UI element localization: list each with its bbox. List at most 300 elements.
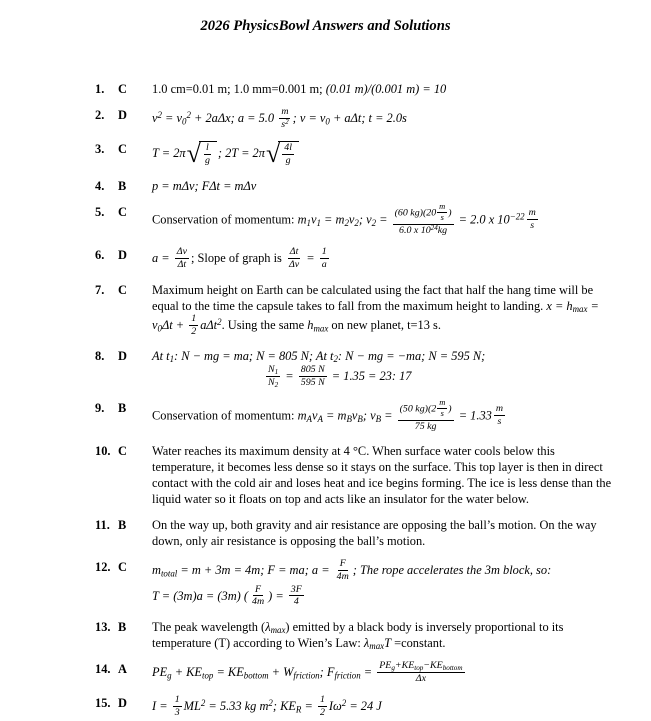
text-run: 6.0 x 10 bbox=[399, 224, 431, 236]
fraction bbox=[437, 398, 447, 419]
text-run: a bbox=[321, 259, 327, 271]
subscript: 0 bbox=[325, 116, 330, 127]
fraction-denominator bbox=[189, 326, 198, 338]
text-run: 595 N bbox=[300, 376, 325, 388]
text-run: s bbox=[281, 118, 286, 130]
text-run: g bbox=[204, 155, 210, 167]
item-number: 15. bbox=[95, 696, 111, 711]
text-run: 75 kg bbox=[414, 420, 437, 432]
text-run: s bbox=[440, 407, 444, 418]
text-run: −KE bbox=[423, 660, 443, 672]
square-root bbox=[265, 138, 299, 168]
superscript: 2 bbox=[200, 698, 206, 709]
text-run: 4m bbox=[252, 596, 265, 608]
answer-letter: B bbox=[118, 400, 127, 415]
solution-line bbox=[152, 247, 620, 271]
fraction bbox=[279, 106, 290, 130]
answer-item bbox=[95, 443, 620, 508]
solution bbox=[152, 178, 620, 195]
fraction bbox=[318, 694, 327, 718]
item-number: 14. bbox=[95, 662, 111, 677]
text-run: The peak wavelength ( bbox=[152, 620, 266, 635]
fraction bbox=[173, 694, 182, 718]
item-number: 7. bbox=[95, 282, 105, 297]
subscript: max bbox=[572, 304, 588, 315]
subscript: A bbox=[306, 413, 312, 424]
subscript: max bbox=[369, 641, 385, 652]
text-run: (60 kg)(20 bbox=[394, 207, 437, 219]
fraction bbox=[320, 246, 329, 270]
text-run: + aΔt; t = 2.0s bbox=[329, 111, 407, 126]
fraction-numerator bbox=[282, 142, 294, 155]
superscript: 2 bbox=[285, 117, 289, 126]
text-run: 4l bbox=[284, 142, 292, 154]
text-run: 1 bbox=[191, 312, 197, 324]
text-run: = bbox=[381, 408, 396, 423]
solution-line bbox=[152, 396, 620, 434]
answer-item bbox=[95, 107, 620, 132]
subscript: bottom bbox=[243, 670, 269, 681]
subscript: friction bbox=[293, 670, 320, 681]
answer-letter: B bbox=[118, 178, 127, 193]
fraction-numerator bbox=[377, 660, 464, 673]
superscript: 2 bbox=[186, 110, 191, 121]
solution-line bbox=[152, 282, 620, 338]
text-run: PE bbox=[152, 665, 168, 680]
subscript: R bbox=[295, 704, 302, 715]
fraction bbox=[203, 142, 212, 166]
text-run: λ bbox=[363, 636, 370, 651]
subscript: 1 bbox=[306, 217, 311, 228]
answer-letter: C bbox=[118, 142, 127, 157]
text-run: I = bbox=[152, 699, 171, 714]
subscript: 0 bbox=[182, 116, 187, 127]
solution bbox=[152, 695, 620, 720]
text-run: + KE bbox=[171, 665, 202, 680]
solution bbox=[152, 247, 620, 272]
solution bbox=[152, 138, 620, 168]
answer-item bbox=[95, 138, 620, 168]
item-number: 8. bbox=[95, 349, 105, 364]
text-run: T bbox=[384, 636, 392, 651]
text-run: Δv bbox=[176, 246, 187, 258]
text-run: m bbox=[297, 408, 307, 423]
solution-line bbox=[152, 81, 620, 97]
item-number: 3. bbox=[95, 142, 105, 157]
fraction bbox=[250, 584, 266, 608]
text-run: ; 2T = 2π bbox=[217, 146, 265, 161]
text-run: ) bbox=[448, 207, 452, 219]
fraction-numerator bbox=[189, 313, 198, 326]
text-run: = v bbox=[152, 298, 599, 332]
solution bbox=[152, 517, 620, 550]
text-run: ; The rope accelerates the 3m block, so: bbox=[352, 563, 552, 578]
text-run: + 2aΔx; a = 5.0 bbox=[190, 111, 278, 126]
solution-line bbox=[152, 695, 620, 719]
fraction-numerator bbox=[288, 246, 301, 259]
text-run: Maximum height on Earth can be calculated using the fact that half the hang time will be equal to the time the capsule takes to fall from the maximum height to landing. bbox=[152, 282, 594, 313]
fraction-numerator bbox=[266, 364, 280, 377]
item-number: 5. bbox=[95, 204, 105, 219]
solution-line bbox=[152, 138, 620, 168]
fraction-numerator bbox=[318, 694, 327, 707]
answer-item bbox=[95, 661, 620, 686]
text-run: v bbox=[351, 408, 358, 423]
fraction-denominator bbox=[397, 225, 449, 237]
text-run: ; KE bbox=[272, 699, 296, 714]
answer-letter: D bbox=[118, 108, 127, 122]
fraction-numerator bbox=[393, 200, 454, 225]
answer-letter: C bbox=[118, 444, 127, 459]
text-run: Δv bbox=[288, 259, 300, 271]
superscript: −22 bbox=[509, 211, 525, 222]
solution-line bbox=[152, 365, 620, 389]
subscript: top bbox=[414, 663, 424, 672]
fraction bbox=[266, 364, 280, 388]
solution bbox=[152, 396, 620, 435]
text-run: aΔt bbox=[200, 317, 218, 332]
fraction-denominator bbox=[173, 707, 182, 719]
fraction-denominator bbox=[496, 416, 504, 428]
subscript: g bbox=[167, 670, 172, 681]
answer-item bbox=[95, 695, 620, 720]
answer-letter: A bbox=[118, 662, 127, 677]
solution bbox=[152, 107, 620, 132]
text-run: F bbox=[255, 583, 262, 595]
text-run: = 5.33 kg m bbox=[205, 699, 269, 714]
fraction bbox=[335, 558, 351, 582]
subscript: total bbox=[160, 568, 178, 579]
item-number: 11. bbox=[95, 518, 110, 533]
answer-item bbox=[95, 81, 620, 98]
text-run: p = mΔv; FΔt = mΔv bbox=[152, 178, 257, 193]
answer-letter: C bbox=[118, 204, 127, 219]
text-run: 4 bbox=[293, 596, 299, 608]
text-run: = m + 3m = 4m; F = ma; a = bbox=[177, 563, 333, 578]
item-number: 13. bbox=[95, 620, 111, 635]
solution-line bbox=[152, 619, 620, 651]
subscript: max bbox=[270, 625, 286, 636]
text-run: F bbox=[339, 558, 346, 570]
text-run: λ bbox=[265, 620, 271, 635]
text-run: Conservation of momentum: bbox=[152, 408, 298, 423]
fraction-denominator bbox=[528, 220, 536, 232]
solution-line bbox=[152, 661, 620, 685]
subscript: 2 bbox=[344, 217, 349, 228]
text-run: 2 bbox=[319, 707, 325, 719]
text-run: ML bbox=[183, 699, 201, 714]
text-run: ; F bbox=[319, 665, 335, 680]
text-run: v bbox=[311, 408, 318, 423]
page-title: 2026 PhysicsBowl Answers and Solutions bbox=[200, 18, 451, 34]
solution-line bbox=[152, 107, 620, 131]
answer-item bbox=[95, 517, 620, 550]
text-run: = bbox=[282, 369, 297, 384]
text-run: ; v bbox=[362, 408, 376, 423]
solution bbox=[152, 661, 620, 686]
text-run: h bbox=[307, 317, 314, 332]
text-run: s bbox=[530, 220, 535, 232]
answer-letter: C bbox=[118, 282, 127, 297]
text-run: . Using the same bbox=[221, 317, 308, 332]
text-run: v bbox=[310, 212, 317, 227]
item-number: 9. bbox=[95, 400, 105, 415]
item-number: 12. bbox=[95, 560, 111, 575]
fraction bbox=[299, 364, 327, 388]
fraction bbox=[377, 660, 464, 684]
answer-item bbox=[95, 247, 620, 272]
answer-letter: D bbox=[118, 349, 127, 364]
fraction-denominator bbox=[299, 377, 327, 389]
solution bbox=[152, 200, 620, 239]
solution bbox=[152, 348, 620, 390]
text-run: m bbox=[281, 106, 289, 117]
text-run: On the way up, both gravity and air resistance are opposing the ball’s motion. On the way down, only air resistance is opposing the ball’s motion. bbox=[152, 518, 597, 549]
subscript: 2 bbox=[274, 380, 279, 389]
fraction bbox=[287, 246, 301, 270]
text-run: kg bbox=[437, 224, 448, 236]
solution bbox=[152, 81, 620, 98]
text-run: Iω bbox=[328, 699, 342, 714]
text-run: m bbox=[439, 200, 446, 211]
subscript: top bbox=[201, 670, 214, 681]
text-run: on new planet, t=13 s. bbox=[328, 317, 441, 332]
text-run: m bbox=[297, 212, 307, 227]
superscript: 2 bbox=[341, 698, 347, 709]
text-run: = 1.35 = 23: 17 bbox=[328, 369, 412, 384]
text-run: = KE bbox=[213, 665, 244, 680]
fraction-numerator bbox=[320, 246, 329, 259]
text-run: 1.0 cm=0.01 m; 1.0 mm=0.001 m; bbox=[152, 82, 326, 96]
fraction-denominator bbox=[176, 259, 189, 271]
item-number: 6. bbox=[95, 248, 105, 263]
text-run: m bbox=[528, 207, 536, 219]
answer-item bbox=[95, 348, 620, 390]
answer-letter: D bbox=[118, 696, 127, 711]
text-run: m bbox=[495, 403, 504, 415]
fraction-denominator bbox=[292, 596, 301, 608]
fraction bbox=[527, 207, 538, 231]
text-run: 1 bbox=[174, 694, 180, 706]
subscript: 2 bbox=[371, 217, 377, 228]
fraction bbox=[398, 396, 454, 433]
answers-list bbox=[0, 81, 651, 721]
solution-line bbox=[152, 517, 620, 549]
fraction-numerator bbox=[299, 364, 327, 377]
fraction-denominator bbox=[250, 596, 266, 608]
text-run: = 24 J bbox=[346, 699, 382, 714]
text-run: l bbox=[206, 142, 209, 154]
text-run: m bbox=[152, 563, 161, 578]
radicand bbox=[199, 141, 217, 167]
text-run: Δt bbox=[177, 259, 187, 271]
fraction-denominator bbox=[203, 155, 212, 167]
subscript: 2 bbox=[333, 354, 338, 365]
fraction-numerator bbox=[289, 584, 304, 597]
fraction-numerator bbox=[253, 584, 263, 597]
text-run: s bbox=[497, 415, 502, 427]
text-run: v bbox=[348, 212, 355, 227]
fraction-denominator bbox=[439, 213, 446, 223]
fraction-denominator bbox=[284, 155, 293, 167]
fraction bbox=[282, 142, 294, 166]
subscript: 1 bbox=[274, 368, 279, 377]
text-run: = v bbox=[161, 111, 183, 126]
text-run: (0.01 m)/(0.001 m) = 10 bbox=[325, 82, 447, 96]
text-run: Δt bbox=[289, 246, 299, 258]
answer-item bbox=[95, 619, 620, 652]
text-run: At t bbox=[152, 349, 170, 364]
text-run: Δx bbox=[415, 672, 426, 684]
answer-letter: C bbox=[118, 82, 127, 96]
subscript: g bbox=[391, 663, 395, 672]
fraction-denominator bbox=[318, 707, 327, 719]
text-run: 4m bbox=[336, 570, 349, 582]
text-run: 1 bbox=[319, 694, 325, 706]
text-run: g bbox=[285, 155, 291, 167]
text-run: x = h bbox=[546, 298, 573, 313]
text-run: : N − mg = ma; N = 805 N; At t bbox=[174, 349, 334, 364]
text-run: ) emitted by a black body is inversely proportional to its temperature (T) according to Wien’s Law: bbox=[152, 620, 564, 651]
solution-line bbox=[152, 178, 620, 194]
subscript: 0 bbox=[157, 323, 162, 334]
text-run: = bbox=[376, 212, 391, 227]
fraction bbox=[494, 403, 505, 427]
text-run: ; v bbox=[358, 212, 372, 227]
fraction bbox=[437, 202, 447, 223]
item-number: 4. bbox=[95, 178, 105, 193]
answer-item bbox=[95, 178, 620, 195]
solution bbox=[152, 282, 620, 339]
superscript: 2 bbox=[268, 698, 273, 709]
answer-item bbox=[95, 396, 620, 435]
text-run: +KE bbox=[394, 660, 415, 672]
text-run: = m bbox=[322, 408, 347, 423]
answer-letter: B bbox=[118, 620, 127, 635]
subscript: B bbox=[375, 413, 382, 424]
answer-item bbox=[95, 282, 620, 339]
fraction-denominator bbox=[320, 259, 329, 271]
answer-item bbox=[95, 200, 620, 239]
fraction-numerator bbox=[338, 558, 348, 571]
subscript: 1 bbox=[169, 354, 175, 365]
superscript: 2 bbox=[157, 110, 162, 121]
item-number: 1. bbox=[95, 82, 105, 96]
subscript: friction bbox=[334, 670, 361, 681]
subscript: 2 bbox=[354, 217, 359, 228]
fraction-denominator bbox=[439, 409, 446, 419]
text-run: a = bbox=[152, 251, 173, 266]
text-run: PE bbox=[379, 660, 392, 672]
answer-item bbox=[95, 559, 620, 610]
subscript: 1 bbox=[316, 217, 321, 228]
fraction-numerator bbox=[398, 396, 454, 421]
superscript: 24 bbox=[430, 223, 438, 232]
superscript: 2 bbox=[217, 316, 222, 327]
text-run: =constant. bbox=[391, 636, 446, 651]
solution-line bbox=[152, 200, 620, 238]
radical-sign: √ bbox=[265, 138, 281, 168]
fraction-numerator bbox=[173, 694, 182, 707]
solution-line bbox=[152, 559, 620, 583]
text-run: = 1.33 bbox=[455, 408, 492, 423]
text-run: = bbox=[360, 665, 376, 680]
item-number: 2. bbox=[95, 108, 105, 122]
text-run: = bbox=[301, 699, 316, 714]
text-run: s bbox=[440, 211, 444, 222]
text-run: 3F bbox=[290, 583, 302, 595]
subscript: max bbox=[313, 323, 329, 334]
text-run: Δt + bbox=[161, 317, 188, 332]
answer-letter: D bbox=[118, 248, 127, 263]
text-run: (50 kg)(2 bbox=[399, 403, 437, 415]
text-run: = bbox=[303, 251, 318, 266]
item-number: 10. bbox=[95, 444, 111, 459]
subscript: bottom bbox=[442, 663, 463, 672]
text-run: v bbox=[152, 111, 158, 126]
fraction-denominator bbox=[413, 421, 439, 433]
fraction bbox=[189, 313, 198, 337]
solution bbox=[152, 559, 620, 610]
answer-letter: C bbox=[118, 560, 127, 575]
text-run: ) bbox=[448, 403, 452, 415]
text-run: T = (3m)a = (3m) ( bbox=[152, 588, 248, 603]
text-run: N bbox=[268, 364, 275, 376]
text-run: = m bbox=[320, 212, 345, 227]
text-run: : N − mg = −ma; N = 595 N; bbox=[337, 349, 486, 364]
text-run: ; Slope of graph is bbox=[190, 251, 285, 266]
fraction-denominator bbox=[287, 259, 301, 271]
text-run: = 2.0 x 10 bbox=[455, 212, 510, 227]
fraction-numerator bbox=[527, 207, 538, 220]
solution bbox=[152, 619, 620, 652]
answer-letter: B bbox=[118, 518, 127, 533]
subscript: A bbox=[317, 413, 323, 424]
fraction-numerator bbox=[204, 142, 211, 155]
solution-line bbox=[152, 348, 620, 364]
text-run: Water reaches its maximum density at 4 °C. When surface water cools below this temperature, it becomes less dense so it stays on the surface. This top layer is then in direct contact with the cold air and loses heat and ice begins forming. The ice is less dense than the liquid water so it floats on top and acts like an insulator for the water below. bbox=[152, 444, 612, 507]
square-root bbox=[186, 138, 217, 168]
text-run: 805 N bbox=[300, 364, 325, 376]
fraction-denominator bbox=[279, 119, 290, 131]
text-run: ; v = v bbox=[292, 111, 326, 126]
fraction-denominator bbox=[335, 571, 351, 583]
text-run: 1 bbox=[321, 246, 327, 258]
fraction bbox=[175, 246, 189, 270]
fraction-numerator bbox=[494, 403, 505, 416]
text-run: Conservation of momentum: bbox=[152, 212, 298, 227]
fraction-denominator bbox=[414, 673, 428, 685]
text-run: m bbox=[439, 396, 446, 407]
text-run: + W bbox=[268, 665, 294, 680]
fraction-denominator bbox=[266, 377, 280, 389]
text-run: N bbox=[268, 376, 275, 388]
solution-line bbox=[152, 443, 620, 507]
solution bbox=[152, 443, 620, 508]
solution-line bbox=[152, 585, 620, 609]
text-run: 3 bbox=[174, 707, 180, 719]
subscript: B bbox=[357, 413, 363, 424]
text-run: 2 bbox=[191, 325, 197, 337]
fraction bbox=[393, 200, 454, 237]
text-run: T = 2π bbox=[152, 146, 186, 161]
fraction-numerator bbox=[175, 246, 189, 259]
fraction bbox=[289, 584, 304, 608]
radical-sign: √ bbox=[186, 138, 201, 168]
subscript: B bbox=[346, 413, 352, 424]
radicand bbox=[278, 141, 299, 167]
text-run: ) = bbox=[268, 588, 287, 603]
